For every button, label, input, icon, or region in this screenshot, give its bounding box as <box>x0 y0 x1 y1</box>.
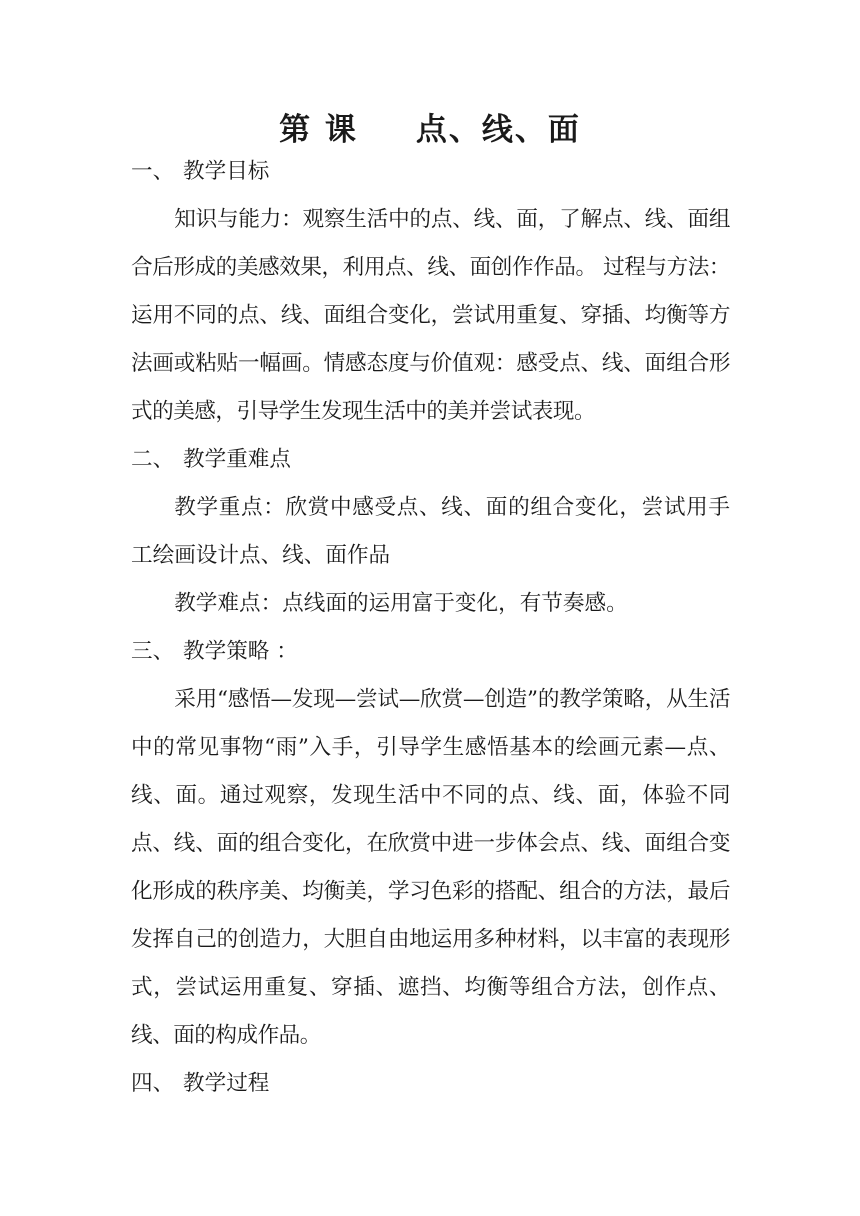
page-title <box>0 104 860 149</box>
paragraph: 知识与能力：观察生活中的点、线、面，了解点、线、面组合后形成的美感效果，利用点、线、面创作作品。 过程与方法：运用不同的点、线、面组合变化，尝试用重复、穿插、均衡等方法画或粘贴一幅画。情感态度与价值观：感受点、线、面组合形式的美感，引导学生发现生活中的美并尝试表现。 <box>131 207 730 424</box>
paragraph: 采用“感悟—发现—尝试—欣赏—创造”的教学策略，从生活中的常见事物“雨”入手，引导学生感悟基本的绘画元素—点、线、面。通过观察，发现生活中不同的点、线、面，体验不同点、线、面的组合变化，在欣赏中进一步体会点、线、面组合变化形成的秩序美、均衡美，学习色彩的搭配、组合的方法，最后发挥自己的创造力，大胆自由地运用多种材料，以丰富的表现形式，尝试运用重复、穿插、遮挡、均衡等组合方法，创作点、线、面的构成作品。 <box>131 687 730 1048</box>
section-number: 四、 <box>131 1071 175 1096</box>
title-topic: 点、线、面 <box>415 112 581 148</box>
section-heading <box>131 628 730 676</box>
section-title: 教学重难点 <box>183 447 291 472</box>
section-heading <box>131 148 730 196</box>
section-title: 教学策略 ： <box>183 639 298 664</box>
section-number: 三、 <box>131 639 175 664</box>
section-heading <box>131 436 730 484</box>
section-number: 二、 <box>131 447 175 472</box>
paragraph: 教学难点：点线面的运用富于变化，有节奏感。 <box>174 591 628 616</box>
document-body <box>131 148 730 1108</box>
paragraph: 教学重点：欣赏中感受点、线、面的组合变化，尝试用手工绘画设计点、线、面作品 <box>131 495 730 568</box>
section-number: 一、 <box>131 159 175 184</box>
section-heading <box>131 1060 730 1108</box>
section-title: 教学目标 <box>183 159 270 184</box>
section-title: 教学过程 <box>183 1071 270 1096</box>
title-lesson-label: 第 课 <box>279 112 358 148</box>
